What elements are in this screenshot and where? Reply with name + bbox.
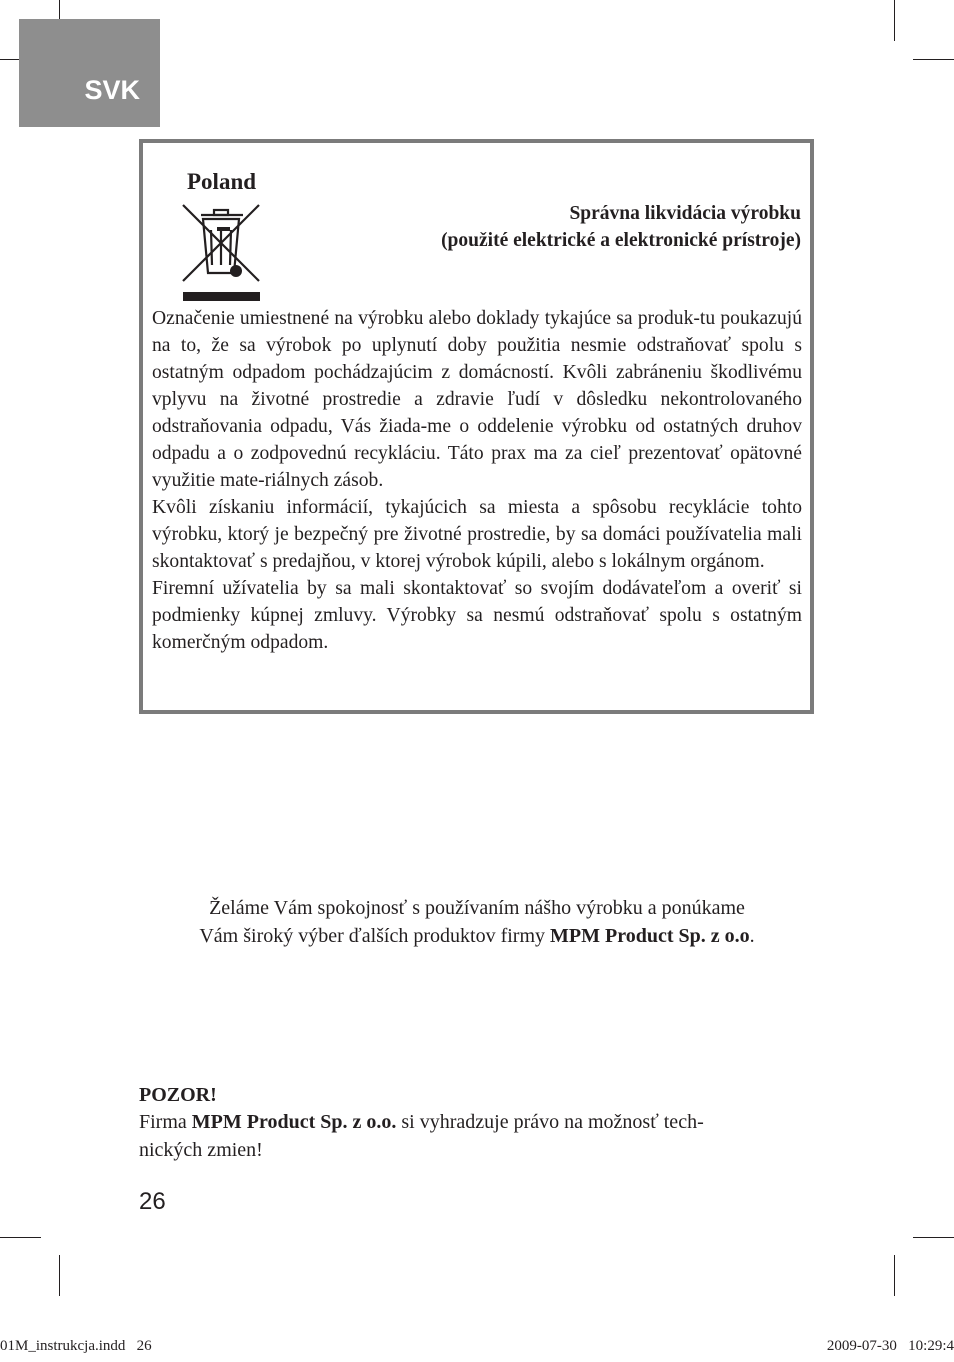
warning-title: POZOR!	[139, 1084, 217, 1106]
language-tab-label: SVK	[84, 75, 140, 105]
slug-timestamp: 2009-07-30 10:29:4	[826, 1338, 954, 1354]
crop-mark	[913, 59, 954, 60]
warning-prefix: Firma	[139, 1111, 192, 1133]
closing-line-2-text: Vám široký výber ďalších produktov firmy	[199, 925, 551, 947]
disposal-paragraph: Kvôli získaniu informácií, tykajúcich sa miesta a spôsobu recyklácie tohto výrobku, ktorý je bezpečný pre životné prostredie, by sa domáci používatelia mali skontaktovať s predajňou, v ktorej výrobok kúpili, alebo s lokálnym orgánom.	[152, 497, 802, 572]
country-label: Poland	[187, 169, 257, 194]
disposal-body	[152, 305, 802, 656]
closing-message	[0, 894, 954, 950]
language-tab	[19, 19, 160, 127]
warning-line-1	[139, 1108, 819, 1136]
closing-period: .	[749, 925, 755, 947]
closing-line-1: Želáme Vám spokojnosť s používaním nášho výrobku a ponúkame	[209, 897, 745, 919]
company-name: MPM Product Sp. z o.o.	[191, 1111, 397, 1133]
disposal-paragraph: Firemní užívatelia by sa mali skontaktovať so svojím dodávateľom a overiť si podmienky kúpnej zmluvy. Výrobky sa nesmú odstraňovať spolu s ostatným komerčným odpadom.	[152, 578, 802, 653]
crop-mark	[0, 1237, 41, 1238]
disposal-title-line-1: Správna likvidácia výrobku	[569, 203, 801, 224]
crop-mark	[894, 1255, 895, 1296]
disposal-notice-box	[139, 139, 814, 714]
warning-line-1-rest: si vyhradzuje právo na možnosť tech-	[396, 1111, 704, 1133]
crop-mark	[913, 1237, 954, 1238]
crop-mark	[59, 1255, 60, 1296]
page-number: 26	[139, 1188, 166, 1215]
closing-line-2	[0, 922, 954, 950]
disposal-title	[441, 200, 801, 254]
company-name: MPM Product Sp. z o.o	[550, 925, 750, 947]
warning-line-2: nických zmien!	[139, 1139, 263, 1161]
warning-text	[139, 1108, 819, 1164]
disposal-title-line-2: (použité elektrické a elektronické prístroje)	[441, 230, 801, 251]
disposal-paragraph: Označenie umiestnené na výrobku alebo doklady tykajúce sa produk-tu poukazujú na to, že sa výrobok po uplynutí doby použitia nesmie odstraňovať spolu s ostatným odpadom pochádzajúcim z domácností. Kvôli zabráneniu škodlivému vplyvu na životné prostredie a zdravie ľudí v dôsledku nekontrolovaného odstraňovania odpadu, Vás žiada-me o oddelenie výrobku od ostatných druhov odpadu a o zodpovednú recykláciu. Táto prax ma za cieľ prezentovať opätovné využitie mate-riálnych zásob.	[152, 308, 802, 491]
slug-filename: 01M_instrukcja.indd 26	[0, 1338, 152, 1354]
crop-mark	[894, 0, 895, 41]
crossed-out-wheelie-bin-icon	[181, 203, 261, 303]
